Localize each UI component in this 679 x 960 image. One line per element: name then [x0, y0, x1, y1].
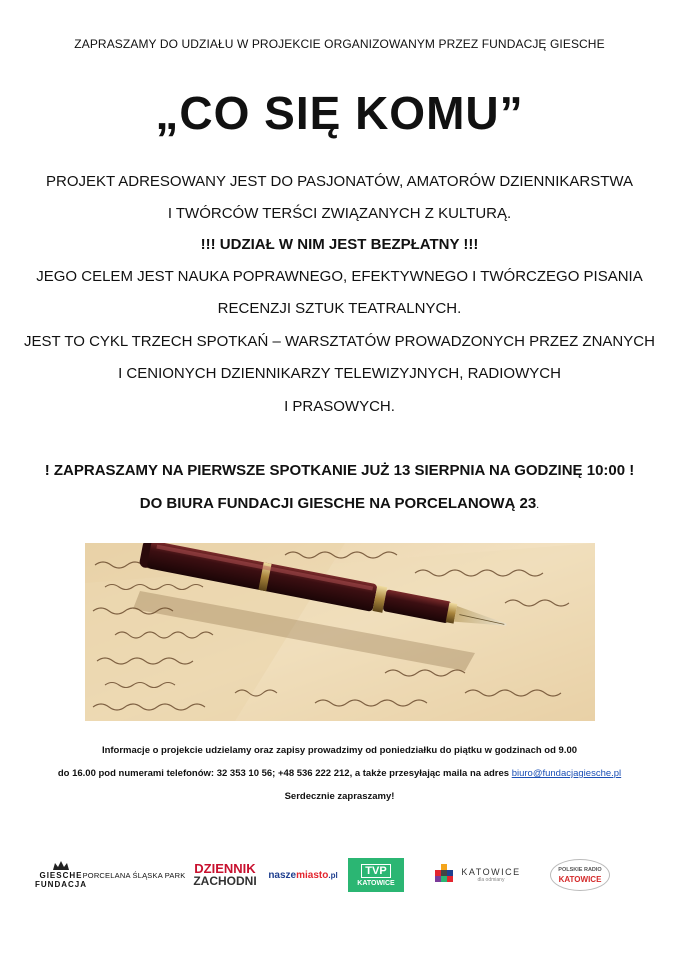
radio-logo-bottom: KATOWICE	[558, 875, 602, 884]
invitation-period: .	[536, 499, 540, 511]
body-line-5: RECENZJI SZTUK TEATRALNYCH.	[217, 300, 462, 317]
naszemiasto-part-c: .pl	[328, 870, 338, 880]
dziennik-logo-top: DZIENNIK	[194, 861, 256, 876]
tvp-logo-box	[348, 858, 404, 892]
naszemiasto-part-b: miasto	[296, 869, 329, 881]
katowice-logo-sub: dla odmiany	[477, 877, 505, 883]
giesche-logo-bottom: FUNDACJA	[35, 880, 87, 889]
porcelana-logo-text: PORCELANA ŚLĄSKA PARK	[82, 870, 186, 880]
crown-icon	[52, 861, 70, 871]
radio-logo-top: POLSKIE RADIO	[558, 867, 602, 873]
fountain-pen-photo	[85, 543, 595, 721]
tvp-logo-bottom: KATOWICE	[357, 879, 395, 887]
naszemiasto-logo	[266, 850, 340, 900]
katowice-logo-text: KATOWICE	[461, 867, 521, 877]
naszemiasto-logo-text	[268, 870, 337, 881]
free-participation-line: !!! UDZIAŁ W NIM JEST BEZPŁATNY !!!	[200, 236, 479, 253]
info-line-2	[0, 768, 679, 779]
body-line-2: I TWÓRCÓW TERŚCI ZWIĄZANYCH Z KULTURĄ.	[167, 205, 512, 222]
katowice-logo-text-group	[461, 867, 520, 883]
body-line-6: JEST TO CYKL TRZECH SPOTKAŃ – WARSZTATÓW PROWADZONYCH PRZEZ ZNANYCH	[24, 333, 655, 350]
giesche-logo-top: GIESCHE	[39, 871, 83, 880]
body-line-1: PROJEKT ADRESOWANY JEST DO PASJONATÓW, AMATORÓW DZIENNIKARSTWA	[45, 173, 634, 190]
body-line-4: JEGO CELEM JEST NAUKA POPRAWNEGO, EFEKTYWNEGO I TWÓRCZEGO PISANIA	[36, 268, 643, 285]
katowice-city-logo	[432, 850, 524, 900]
intro-line: ZAPRASZAMY DO UDZIAŁU W PROJEKCIE ORGANIZOWANYM PRZEZ FUNDACJĘ GIESCHE	[74, 37, 605, 51]
dziennik-zachodni-logo	[190, 850, 260, 900]
porcelana-logo	[82, 850, 186, 900]
katowice-mosaic-icon	[435, 864, 457, 886]
invitation-address: DO BIURA FUNDACJI GIESCHE NA PORCELANOWĄ 23	[139, 495, 537, 512]
giesche-fundacja-logo	[35, 850, 87, 900]
polskie-radio-katowice-logo	[550, 850, 610, 900]
email-link[interactable]: biuro@fundacjagiesche.pl	[511, 768, 622, 779]
page-title: „CO SIĘ KOMU”	[155, 87, 524, 139]
sponsor-logos	[0, 850, 679, 900]
closing-greeting: Serdecznie zapraszamy!	[284, 791, 395, 802]
invitation-line-1: ! ZAPRASZAMY NA PIERWSZE SPOTKANIE JUŻ 13 SIERPNIA NA GODZINĘ 10:00 !	[44, 462, 635, 479]
body-line-7: I CENIONYCH DZIENNIKARZY TELEWIZYJNYCH, RADIOWYCH	[118, 365, 561, 382]
info-line-1: Informacje o projekcie udzielamy oraz zapisy prowadzimy od poniedziałku do piątku w godzinach od 9.00	[101, 745, 578, 756]
info-phones-text: do 16.00 pod numerami telefonów: 32 353 10 56; +48 536 222 212, a także przesyłając maila na adres	[57, 768, 512, 779]
body-line-8: I PRASOWYCH.	[284, 398, 395, 415]
tvp-katowice-logo	[348, 850, 404, 900]
dziennik-logo-bottom: ZACHODNI	[193, 874, 257, 888]
invitation-line-2	[0, 495, 679, 512]
naszemiasto-part-a: nasze	[268, 869, 297, 881]
radio-logo-oval	[550, 859, 610, 891]
tvp-logo-top: TVP	[361, 864, 390, 878]
